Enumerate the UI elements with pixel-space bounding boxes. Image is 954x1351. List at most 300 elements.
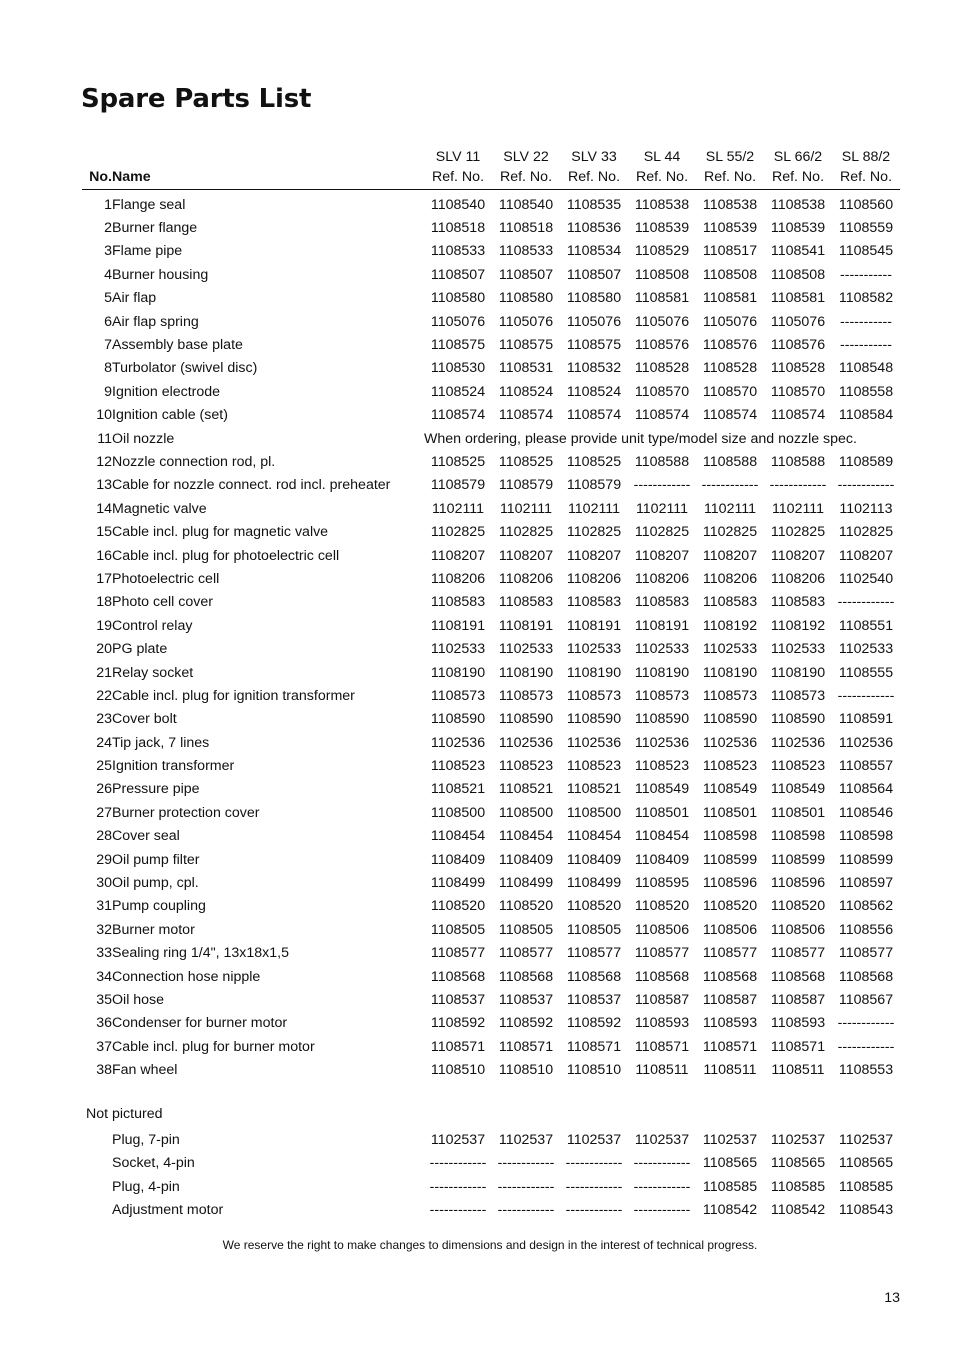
- ref-number: 1108545: [838, 243, 894, 260]
- ref-number: 1108190: [634, 664, 690, 681]
- ref-number: 1108548: [838, 360, 894, 377]
- item-name: Flame pipe: [112, 243, 183, 260]
- ref-number: ------------: [837, 1015, 895, 1032]
- item-number: 5: [104, 290, 112, 307]
- table-row: [82, 287, 900, 310]
- ref-number: 1108191: [634, 617, 690, 634]
- ref-number: 1108207: [634, 547, 690, 564]
- item-number: 17: [96, 570, 112, 587]
- ref-number: 1108581: [702, 290, 758, 307]
- ref-number: 1102825: [498, 524, 554, 541]
- item-number: [82, 1152, 112, 1176]
- ref-number: 1108583: [702, 594, 758, 611]
- ref-number: 1108534: [566, 243, 622, 260]
- table-row: [82, 567, 900, 590]
- ref-number: 1108206: [430, 570, 486, 587]
- ref-number: ------------: [429, 1155, 487, 1172]
- ref-number: 1108520: [498, 898, 554, 915]
- item-number: 24: [96, 734, 112, 751]
- ref-number: 1108571: [430, 1038, 486, 1055]
- table-row: [82, 871, 900, 894]
- ref-number: 1108574: [430, 407, 486, 424]
- ref-number: ------------: [565, 1155, 623, 1172]
- item-name: Pressure pipe: [112, 781, 200, 798]
- ref-number: -----------: [840, 266, 892, 283]
- item-number: 11: [97, 430, 112, 447]
- ref-number: 1108574: [770, 407, 826, 424]
- ref-number: 1108500: [430, 804, 486, 821]
- ref-number: 1108580: [498, 290, 554, 307]
- ref-number: 1108206: [498, 570, 554, 587]
- ref-number: 1108596: [702, 875, 758, 892]
- ref-number: 1108587: [770, 991, 826, 1008]
- ref-number: 1108520: [702, 898, 758, 915]
- ref-number: 1108581: [770, 290, 826, 307]
- ref-number: 1102536: [634, 734, 690, 751]
- item-name: Cover seal: [112, 828, 180, 845]
- ref-number: 1108523: [634, 758, 690, 775]
- ref-number: 1108565: [702, 1155, 758, 1172]
- ref-number: 1108532: [566, 360, 622, 377]
- not-pictured-title: Not pictured: [86, 1106, 163, 1122]
- ref-number: 1102533: [770, 641, 826, 658]
- ref-number: ------------: [837, 477, 895, 494]
- ref-number: 1102825: [566, 524, 622, 541]
- ref-no-header: Ref. No.: [628, 165, 696, 190]
- ref-number: 1108574: [498, 407, 554, 424]
- ref-number: 1102533: [566, 641, 622, 658]
- item-number: 10: [96, 407, 112, 424]
- ref-number: ------------: [837, 687, 895, 704]
- ref-number: 1108409: [634, 851, 690, 868]
- ref-number: ------------: [701, 477, 759, 494]
- ref-number: 1108537: [498, 991, 554, 1008]
- ref-number: 1108590: [702, 711, 758, 728]
- item-name: Cable incl. plug for photoelectric cell: [112, 547, 340, 564]
- ref-number: 1102533: [634, 641, 690, 658]
- ref-number: 1108523: [430, 758, 486, 775]
- table-row: [82, 1012, 900, 1035]
- ref-number: 1108523: [770, 758, 826, 775]
- ref-number: 1108190: [770, 664, 826, 681]
- ref-number: 1108573: [566, 687, 622, 704]
- item-name: Relay socket: [112, 664, 194, 681]
- item-number: 9: [104, 383, 112, 400]
- ref-number: 1108525: [498, 453, 554, 470]
- item-name: Cable incl. plug for burner motor: [112, 1038, 315, 1055]
- ref-number: 1108409: [566, 851, 622, 868]
- ref-number: 1108190: [702, 664, 758, 681]
- spare-parts-table: [82, 141, 900, 1082]
- item-name: Photo cell cover: [112, 594, 213, 611]
- ref-number: 1108592: [566, 1015, 622, 1032]
- item-name: Turbolator (swivel disc): [112, 360, 258, 377]
- ref-number: 1108524: [498, 383, 554, 400]
- ref-number: 1108573: [634, 687, 690, 704]
- table-row: [82, 988, 900, 1011]
- ref-number: 1108525: [430, 453, 486, 470]
- item-name: Assembly base plate: [112, 337, 243, 354]
- ref-number: ------------: [429, 1202, 487, 1219]
- table-row: [82, 778, 900, 801]
- ref-number: 1108565: [770, 1155, 826, 1172]
- page-number: 13: [884, 1290, 900, 1306]
- ref-number: ------------: [633, 477, 691, 494]
- ref-number: 1102533: [430, 641, 486, 658]
- ref-number: 1102111: [567, 500, 621, 517]
- item-number: [82, 1128, 112, 1152]
- ref-number: 1108588: [702, 453, 758, 470]
- ref-number: 1108598: [702, 828, 758, 845]
- model-header: SL 44: [643, 149, 681, 165]
- ref-number: 1108508: [702, 266, 758, 283]
- ref-number: 1108538: [702, 196, 758, 213]
- ref-number: 1108557: [838, 758, 894, 775]
- ref-number: 1108551: [838, 617, 894, 634]
- item-number: 1: [104, 196, 112, 213]
- ref-number: 1108409: [430, 851, 486, 868]
- ref-header-row: [82, 165, 900, 190]
- ref-number: -----------: [840, 337, 892, 354]
- item-number: 34: [96, 968, 112, 985]
- item-name: Sealing ring 1/4", 13x18x1,5: [112, 945, 289, 962]
- ref-number: 1108583: [770, 594, 826, 611]
- ref-number: 1108207: [770, 547, 826, 564]
- ref-number: 1108190: [430, 664, 486, 681]
- ref-number: 1108574: [566, 407, 622, 424]
- ref-number: 1108579: [498, 477, 554, 494]
- ref-number: 1108530: [430, 360, 486, 377]
- header-blank: [112, 141, 424, 165]
- table-row: [82, 380, 900, 403]
- ref-number: 1108520: [770, 898, 826, 915]
- table-row: [82, 497, 900, 520]
- ref-number: 1108499: [566, 875, 622, 892]
- ref-number: 1108524: [566, 383, 622, 400]
- item-name: Photoelectric cell: [112, 570, 220, 587]
- ref-number: 1108531: [498, 360, 554, 377]
- ref-number: 1108505: [430, 921, 486, 938]
- table-row: [82, 240, 900, 263]
- item-number: 7: [104, 337, 112, 354]
- ref-number: 1108207: [566, 547, 622, 564]
- item-number: 23: [96, 711, 112, 728]
- ref-number: 1102111: [703, 500, 757, 517]
- ref-number: 1108579: [566, 477, 622, 494]
- ref-number: 1108507: [498, 266, 554, 283]
- model-header: SLV 11: [435, 149, 481, 165]
- item-number: 16: [96, 547, 112, 564]
- item-number: 32: [96, 921, 112, 938]
- item-name: Ignition cable (set): [112, 407, 228, 424]
- ref-number: 1102533: [498, 641, 554, 658]
- ref-number: 1108570: [770, 383, 826, 400]
- ref-number: 1108559: [838, 220, 894, 237]
- item-name: Burner motor: [112, 921, 195, 938]
- ref-number: ------------: [837, 1038, 895, 1055]
- table-row: [82, 357, 900, 380]
- item-name: Fan wheel: [112, 1062, 178, 1079]
- ref-number: 1108573: [702, 687, 758, 704]
- ref-number: 1108501: [770, 804, 826, 821]
- ref-number: 1105076: [702, 313, 758, 330]
- item-number: 12: [96, 453, 112, 470]
- item-number: 15: [96, 524, 112, 541]
- ref-number: 1108191: [566, 617, 622, 634]
- ref-number: 1108191: [498, 617, 554, 634]
- ref-number: 1108562: [838, 898, 894, 915]
- ref-number: 1108523: [498, 758, 554, 775]
- ref-number: 1108542: [702, 1202, 758, 1219]
- ref-number: 1108574: [634, 407, 690, 424]
- ref-number: 1102536: [430, 734, 486, 751]
- item-number: 13: [96, 477, 112, 494]
- name-column-header: Name: [112, 165, 424, 190]
- table-row: [82, 918, 900, 941]
- ref-number: 1108539: [770, 220, 826, 237]
- item-name: Ignition transformer: [112, 758, 235, 775]
- ref-number: 1108543: [838, 1202, 894, 1219]
- ref-number: -----------: [840, 313, 892, 330]
- item-number: 3: [104, 243, 112, 260]
- table-row: [82, 684, 900, 707]
- ref-number: 1108598: [770, 828, 826, 845]
- item-name: Plug, 4-pin: [112, 1178, 180, 1195]
- ref-number: 1108499: [430, 875, 486, 892]
- ref-number: 1108577: [702, 945, 758, 962]
- model-header: SL 88/2: [841, 149, 891, 165]
- item-number: [82, 1175, 112, 1199]
- ref-number: 1108190: [566, 664, 622, 681]
- ref-number: 1108520: [634, 898, 690, 915]
- ref-number: 1108571: [634, 1038, 690, 1055]
- ref-number: ------------: [565, 1202, 623, 1219]
- item-number: 26: [96, 781, 112, 798]
- model-header: SL 66/2: [773, 149, 823, 165]
- item-number: 35: [96, 991, 112, 1008]
- ref-number: 1108577: [770, 945, 826, 962]
- ref-number: 1108192: [702, 617, 758, 634]
- ref-number: 1108508: [634, 266, 690, 283]
- ref-number: 1102536: [498, 734, 554, 751]
- ref-number: 1108565: [838, 1155, 894, 1172]
- model-header: SL 55/2: [705, 149, 755, 165]
- table-row: [82, 333, 900, 356]
- ref-number: 1108593: [770, 1015, 826, 1032]
- ref-number: 1108549: [634, 781, 690, 798]
- ref-number: 1102825: [770, 524, 826, 541]
- item-number: 21: [96, 664, 112, 681]
- ref-number: 1102111: [635, 500, 689, 517]
- ref-number: 1108593: [702, 1015, 758, 1032]
- ref-number: 1108583: [566, 594, 622, 611]
- ref-number: 1105076: [498, 313, 554, 330]
- ref-number: 1108520: [566, 898, 622, 915]
- item-number: 22: [96, 687, 112, 704]
- table-row: [82, 263, 900, 286]
- not-pictured-table: [82, 1128, 900, 1222]
- ref-number: 1108568: [702, 968, 758, 985]
- ref-number: 1108585: [770, 1178, 826, 1195]
- ref-number: 1108584: [838, 407, 894, 424]
- ref-number: 1108579: [430, 477, 486, 494]
- no-column-header: No.: [82, 165, 112, 190]
- ref-number: 1108506: [770, 921, 826, 938]
- item-name: Cover bolt: [112, 711, 177, 728]
- ref-number: 1108521: [566, 781, 622, 798]
- item-name: Oil pump filter: [112, 851, 200, 868]
- table-row: [82, 1035, 900, 1058]
- ref-number: 1108206: [566, 570, 622, 587]
- ref-number: ------------: [837, 594, 895, 611]
- ref-number: 1108549: [770, 781, 826, 798]
- item-number: 20: [96, 641, 112, 658]
- item-number: 29: [96, 851, 112, 868]
- ref-number: 1108560: [838, 196, 894, 213]
- ref-number: 1108592: [498, 1015, 554, 1032]
- ref-number: 1108524: [430, 383, 486, 400]
- ref-number: 1108567: [838, 991, 894, 1008]
- ref-no-header: Ref. No.: [764, 165, 832, 190]
- ref-number: 1108206: [770, 570, 826, 587]
- ref-number: 1108507: [566, 266, 622, 283]
- ref-number: 1108192: [770, 617, 826, 634]
- item-name: Air flap: [112, 290, 157, 307]
- table-row: [82, 661, 900, 684]
- ref-number: 1108539: [634, 220, 690, 237]
- not-pictured-rows: [82, 1128, 900, 1222]
- footer-note: We reserve the right to make changes to dimensions and design in the interest of technical progress.: [222, 1238, 758, 1252]
- ref-number: 1108577: [430, 945, 486, 962]
- item-name: PG plate: [112, 641, 168, 658]
- ref-number: 1108206: [702, 570, 758, 587]
- ref-number: 1108523: [702, 758, 758, 775]
- item-number: 4: [104, 266, 112, 283]
- table-row: [82, 520, 900, 543]
- ref-number: 1108571: [770, 1038, 826, 1055]
- ref-number: 1108409: [498, 851, 554, 868]
- item-number: [82, 1199, 112, 1223]
- table-row: [82, 825, 900, 848]
- ref-number: 1108540: [430, 196, 486, 213]
- item-name: Cable incl. plug for magnetic valve: [112, 524, 329, 541]
- ref-number: 1108528: [770, 360, 826, 377]
- ref-number: 1108521: [430, 781, 486, 798]
- header-blank: [82, 141, 112, 165]
- table-row: [82, 708, 900, 731]
- ref-number: 1102537: [498, 1131, 554, 1148]
- ref-number: 1102537: [430, 1131, 486, 1148]
- ref-number: 1108593: [634, 1015, 690, 1032]
- ref-number: 1108528: [702, 360, 758, 377]
- ref-number: 1108538: [634, 196, 690, 213]
- ref-number: 1108510: [430, 1062, 486, 1079]
- ref-no-header: Ref. No.: [492, 165, 560, 190]
- ref-number: 1108575: [566, 337, 622, 354]
- ref-number: 1108506: [634, 921, 690, 938]
- ref-number: 1108549: [702, 781, 758, 798]
- item-number: 37: [96, 1038, 112, 1055]
- model-header: SLV 22: [503, 149, 549, 165]
- table-row: [82, 895, 900, 918]
- parts-rows: [82, 193, 900, 1082]
- item-name: Cable incl. plug for ignition transformer: [112, 687, 355, 704]
- ref-number: ------------: [497, 1155, 555, 1172]
- table-row: [82, 404, 900, 427]
- ref-number: 1108500: [566, 804, 622, 821]
- table-row: [82, 1058, 900, 1081]
- ref-number: 1108533: [498, 243, 554, 260]
- ref-number: 1102537: [566, 1131, 622, 1148]
- table-row: [82, 1152, 900, 1176]
- ref-number: 1108580: [430, 290, 486, 307]
- ref-number: 1102113: [839, 500, 893, 517]
- item-name: Socket, 4-pin: [112, 1155, 195, 1172]
- table-row: [82, 965, 900, 988]
- ref-number: 1102825: [702, 524, 758, 541]
- ref-number: 1102536: [566, 734, 622, 751]
- table-row: [82, 614, 900, 637]
- ref-number: 1108583: [430, 594, 486, 611]
- ref-number: 1108592: [430, 1015, 486, 1032]
- ref-number: 1108590: [566, 711, 622, 728]
- ref-number: ------------: [429, 1178, 487, 1195]
- ref-number: 1108536: [566, 220, 622, 237]
- item-name: Pump coupling: [112, 898, 206, 915]
- table-row: [82, 450, 900, 473]
- ref-number: 1108574: [702, 407, 758, 424]
- ref-number: 1108568: [770, 968, 826, 985]
- ref-number: ------------: [497, 1202, 555, 1219]
- ref-number: 1108537: [430, 991, 486, 1008]
- ref-number: 1102537: [770, 1131, 826, 1148]
- ref-number: 1108207: [702, 547, 758, 564]
- ref-number: 1108564: [838, 781, 894, 798]
- ref-number: 1108570: [702, 383, 758, 400]
- ref-number: 1102536: [770, 734, 826, 751]
- ref-number: ------------: [633, 1155, 691, 1172]
- ref-number: ------------: [633, 1178, 691, 1195]
- ref-number: 1108535: [566, 196, 622, 213]
- ref-number: 1108599: [702, 851, 758, 868]
- ref-number: 1108599: [770, 851, 826, 868]
- ref-number: 1108568: [566, 968, 622, 985]
- item-name: Flange seal: [112, 196, 186, 213]
- ref-number: 1108501: [634, 804, 690, 821]
- item-name: Connection hose nipple: [112, 968, 261, 985]
- ref-number: 1108581: [634, 290, 690, 307]
- ref-number: 1108517: [702, 243, 758, 260]
- table-row: [82, 193, 900, 216]
- item-number: 33: [96, 945, 112, 962]
- ref-number: 1108571: [702, 1038, 758, 1055]
- item-number: 14: [96, 500, 112, 517]
- ref-number: 1108511: [771, 1062, 825, 1079]
- ref-number: 1108499: [498, 875, 554, 892]
- ref-number: 1102825: [430, 524, 486, 541]
- ref-number: 1102537: [702, 1131, 758, 1148]
- item-name: Oil nozzle: [112, 430, 175, 447]
- item-name: Tip jack, 7 lines: [112, 734, 210, 751]
- ref-number: 1108507: [430, 266, 486, 283]
- ref-number: 1108571: [566, 1038, 622, 1055]
- ref-number: 1108558: [838, 383, 894, 400]
- item-name: Magnetic valve: [112, 500, 207, 517]
- ref-number: 1108207: [498, 547, 554, 564]
- ref-number: 1105076: [770, 313, 826, 330]
- ref-number: 1108599: [838, 851, 894, 868]
- ref-number: 1102536: [838, 734, 894, 751]
